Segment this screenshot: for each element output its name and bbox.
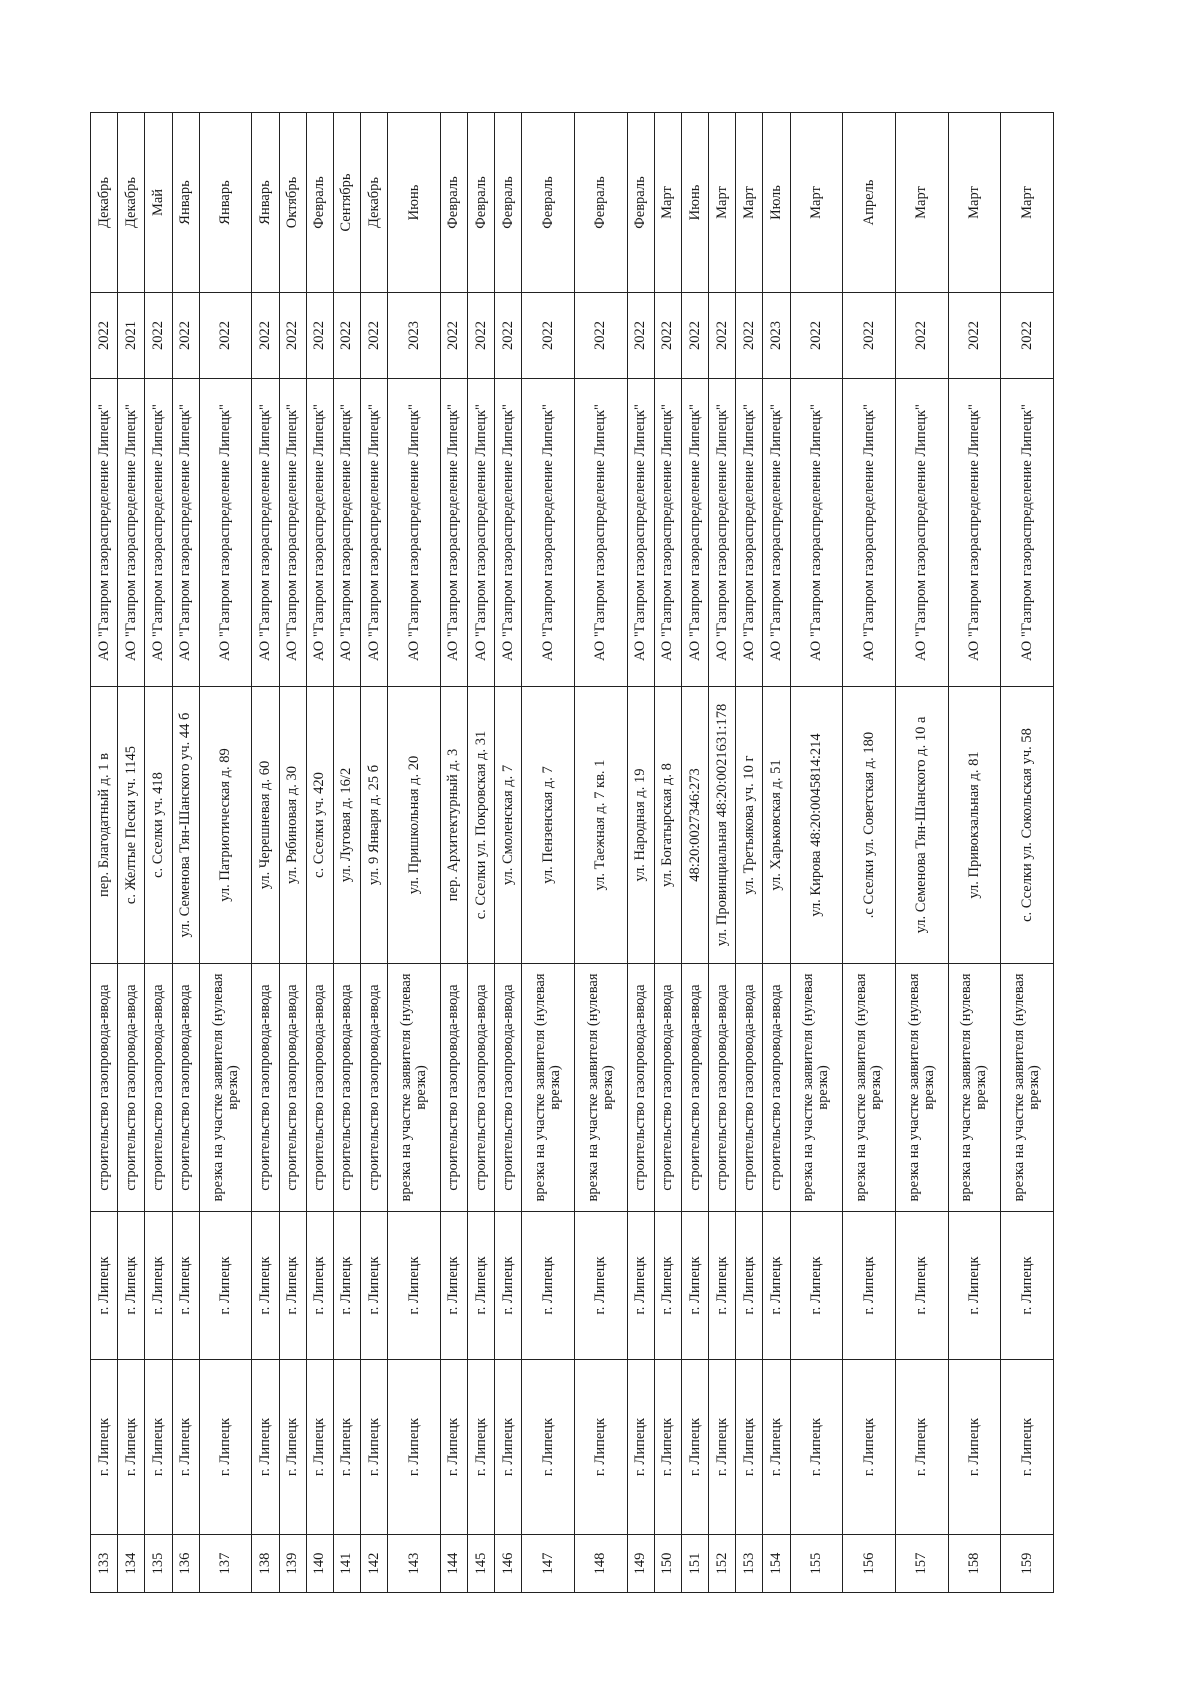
city-cell: г. Липецк — [91, 1360, 118, 1535]
month-cell: Март — [790, 113, 843, 293]
address-cell: ул. Провинциальная 48:20:0021631:178 — [709, 687, 736, 964]
table-row — [790, 113, 843, 1593]
work-type-cell: врезка на участке заявителя (нулевая врезка) — [948, 964, 1001, 1212]
locality-cell: г. Липецк — [252, 1212, 279, 1360]
locality-cell: г. Липецк — [118, 1212, 145, 1360]
city-cell: г. Липецк — [388, 1360, 441, 1535]
city-cell: г. Липецк — [895, 1360, 948, 1535]
year-cell: 2022 — [333, 293, 360, 379]
locality-cell: г. Липецк — [361, 1212, 388, 1360]
city-cell: г. Липецк — [736, 1360, 763, 1535]
city-cell: г. Липецк — [252, 1360, 279, 1535]
address-cell: ул. Таежная д. 7 кв. 1 — [574, 687, 627, 964]
month-cell: Февраль — [574, 113, 627, 293]
organization-cell: АО "Газпром газораспределение Липецк" — [306, 379, 333, 687]
address-cell: пер. Архитектурный д. 3 — [440, 687, 467, 964]
row-number: 133 — [91, 1535, 118, 1593]
table-row — [252, 113, 279, 1593]
table-row — [279, 113, 306, 1593]
year-cell: 2022 — [468, 293, 495, 379]
table-row — [440, 113, 467, 1593]
work-type-cell: строительство газопровода-ввода — [763, 964, 790, 1212]
table-row — [495, 113, 522, 1593]
city-cell: г. Липецк — [763, 1360, 790, 1535]
row-number: 143 — [388, 1535, 441, 1593]
city-cell: г. Липецк — [361, 1360, 388, 1535]
row-number: 140 — [306, 1535, 333, 1593]
month-cell: Январь — [172, 113, 199, 293]
year-cell: 2022 — [199, 293, 252, 379]
year-cell: 2022 — [361, 293, 388, 379]
locality-cell: г. Липецк — [306, 1212, 333, 1360]
month-cell: Сентябрь — [333, 113, 360, 293]
work-type-cell: врезка на участке заявителя (нулевая врезка) — [388, 964, 441, 1212]
table-row — [361, 113, 388, 1593]
locality-cell: г. Липецк — [843, 1212, 896, 1360]
work-type-cell: врезка на участке заявителя (нулевая врезка) — [895, 964, 948, 1212]
table-row — [468, 113, 495, 1593]
locality-cell: г. Липецк — [763, 1212, 790, 1360]
organization-cell: АО "Газпром газораспределение Липецк" — [709, 379, 736, 687]
organization-cell: АО "Газпром газораспределение Липецк" — [895, 379, 948, 687]
table-row — [654, 113, 681, 1593]
month-cell: Январь — [252, 113, 279, 293]
work-type-cell: врезка на участке заявителя (нулевая врезка) — [1001, 964, 1054, 1212]
locality-cell: г. Липецк — [790, 1212, 843, 1360]
work-type-cell: врезка на участке заявителя (нулевая врезка) — [199, 964, 252, 1212]
year-cell: 2022 — [1001, 293, 1054, 379]
row-number: 155 — [790, 1535, 843, 1593]
year-cell: 2022 — [627, 293, 654, 379]
year-cell: 2023 — [388, 293, 441, 379]
year-cell: 2022 — [522, 293, 575, 379]
city-cell: г. Липецк — [681, 1360, 708, 1535]
row-number: 147 — [522, 1535, 575, 1593]
locality-cell: г. Липецк — [91, 1212, 118, 1360]
work-type-cell: строительство газопровода-ввода — [118, 964, 145, 1212]
work-type-cell: врезка на участке заявителя (нулевая врезка) — [843, 964, 896, 1212]
locality-cell: г. Липецк — [948, 1212, 1001, 1360]
city-cell: г. Липецк — [654, 1360, 681, 1535]
year-cell: 2023 — [763, 293, 790, 379]
city-cell: г. Липецк — [948, 1360, 1001, 1535]
city-cell: г. Липецк — [118, 1360, 145, 1535]
locality-cell: г. Липецк — [279, 1212, 306, 1360]
table-row — [948, 113, 1001, 1593]
organization-cell: АО "Газпром газораспределение Липецк" — [522, 379, 575, 687]
work-type-cell: строительство газопровода-ввода — [495, 964, 522, 1212]
locality-cell: г. Липецк — [709, 1212, 736, 1360]
organization-cell: АО "Газпром газораспределение Липецк" — [736, 379, 763, 687]
month-cell: Декабрь — [91, 113, 118, 293]
year-cell: 2022 — [252, 293, 279, 379]
row-number: 141 — [333, 1535, 360, 1593]
organization-cell: АО "Газпром газораспределение Липецк" — [145, 379, 172, 687]
work-type-cell: строительство газопровода-ввода — [440, 964, 467, 1212]
address-cell: .с Сселки ул. Советская д. 180 — [843, 687, 896, 964]
work-type-cell: строительство газопровода-ввода — [709, 964, 736, 1212]
locality-cell: г. Липецк — [468, 1212, 495, 1360]
locality-cell: г. Липецк — [736, 1212, 763, 1360]
locality-cell: г. Липецк — [627, 1212, 654, 1360]
row-number: 142 — [361, 1535, 388, 1593]
address-cell: ул. Пришкольная д. 20 — [388, 687, 441, 964]
year-cell: 2022 — [440, 293, 467, 379]
locality-cell: г. Липецк — [199, 1212, 252, 1360]
table-row — [306, 113, 333, 1593]
organization-cell: АО "Газпром газораспределение Липецк" — [388, 379, 441, 687]
address-cell: ул. Народная д. 19 — [627, 687, 654, 964]
city-cell: г. Липецк — [333, 1360, 360, 1535]
locality-cell: г. Липецк — [495, 1212, 522, 1360]
work-type-cell: строительство газопровода-ввода — [279, 964, 306, 1212]
table-row — [388, 113, 441, 1593]
month-cell: Декабрь — [361, 113, 388, 293]
city-cell: г. Липецк — [172, 1360, 199, 1535]
month-cell: Октябрь — [279, 113, 306, 293]
year-cell: 2022 — [495, 293, 522, 379]
city-cell: г. Липецк — [627, 1360, 654, 1535]
locality-cell: г. Липецк — [333, 1212, 360, 1360]
organization-cell: АО "Газпром газораспределение Липецк" — [333, 379, 360, 687]
month-cell: Июнь — [388, 113, 441, 293]
organization-cell: АО "Газпром газораспределение Липецк" — [495, 379, 522, 687]
address-cell: ул. Семенова Тян-Шанского д. 10 а — [895, 687, 948, 964]
row-number: 146 — [495, 1535, 522, 1593]
address-cell: ул. Богатырская д. 8 — [654, 687, 681, 964]
organization-cell: АО "Газпром газораспределение Липецк" — [279, 379, 306, 687]
table-row — [843, 113, 896, 1593]
city-cell: г. Липецк — [199, 1360, 252, 1535]
locality-cell: г. Липецк — [654, 1212, 681, 1360]
year-cell: 2022 — [948, 293, 1001, 379]
year-cell: 2022 — [654, 293, 681, 379]
row-number: 139 — [279, 1535, 306, 1593]
locality-cell: г. Липецк — [388, 1212, 441, 1360]
address-cell: ул. Семенова Тян-Шанского уч. 44 б — [172, 687, 199, 964]
month-cell: Май — [145, 113, 172, 293]
row-number: 156 — [843, 1535, 896, 1593]
organization-cell: АО "Газпром газораспределение Липецк" — [118, 379, 145, 687]
table-body — [91, 113, 1054, 1593]
month-cell: Февраль — [522, 113, 575, 293]
address-cell: ул. Смоленская д. 7 — [495, 687, 522, 964]
row-number: 159 — [1001, 1535, 1054, 1593]
rotated-table-frame — [90, 113, 1054, 1593]
locality-cell: г. Липецк — [172, 1212, 199, 1360]
organization-cell: АО "Газпром газораспределение Липецк" — [172, 379, 199, 687]
address-cell: с. Желтые Пески уч. 1145 — [118, 687, 145, 964]
organization-cell: АО "Газпром газораспределение Липецк" — [763, 379, 790, 687]
city-cell: г. Липецк — [145, 1360, 172, 1535]
city-cell: г. Липецк — [468, 1360, 495, 1535]
month-cell: Февраль — [440, 113, 467, 293]
organization-cell: АО "Газпром газораспределение Липецк" — [948, 379, 1001, 687]
year-cell: 2022 — [279, 293, 306, 379]
row-number: 151 — [681, 1535, 708, 1593]
month-cell: Март — [736, 113, 763, 293]
work-type-cell: строительство газопровода-ввода — [333, 964, 360, 1212]
address-cell: с. Сселки ул. Сокольская уч. 58 — [1001, 687, 1054, 964]
table-row — [118, 113, 145, 1593]
work-type-cell: строительство газопровода-ввода — [306, 964, 333, 1212]
year-cell: 2022 — [145, 293, 172, 379]
city-cell: г. Липецк — [709, 1360, 736, 1535]
month-cell: Февраль — [627, 113, 654, 293]
table-row — [91, 113, 118, 1593]
year-cell: 2022 — [172, 293, 199, 379]
work-type-cell: строительство газопровода-ввода — [172, 964, 199, 1212]
month-cell: Июль — [763, 113, 790, 293]
row-number: 145 — [468, 1535, 495, 1593]
row-number: 144 — [440, 1535, 467, 1593]
city-cell: г. Липецк — [522, 1360, 575, 1535]
address-cell: пер. Благодатный д. 1 в — [91, 687, 118, 964]
table-row — [1001, 113, 1054, 1593]
year-cell: 2022 — [306, 293, 333, 379]
work-type-cell: врезка на участке заявителя (нулевая врезка) — [574, 964, 627, 1212]
city-cell: г. Липецк — [306, 1360, 333, 1535]
locality-cell: г. Липецк — [895, 1212, 948, 1360]
row-number: 136 — [172, 1535, 199, 1593]
year-cell: 2022 — [709, 293, 736, 379]
month-cell: Июнь — [681, 113, 708, 293]
locality-cell: г. Липецк — [1001, 1212, 1054, 1360]
year-cell: 2021 — [118, 293, 145, 379]
year-cell: 2022 — [736, 293, 763, 379]
month-cell: Март — [895, 113, 948, 293]
row-number: 138 — [252, 1535, 279, 1593]
address-cell: с. Сселки ул. Покровская д. 31 — [468, 687, 495, 964]
table-row — [736, 113, 763, 1593]
organization-cell: АО "Газпром газораспределение Липецк" — [681, 379, 708, 687]
organization-cell: АО "Газпром газораспределение Липецк" — [468, 379, 495, 687]
row-number: 134 — [118, 1535, 145, 1593]
row-number: 158 — [948, 1535, 1001, 1593]
organization-cell: АО "Газпром газораспределение Липецк" — [361, 379, 388, 687]
address-cell: ул. Пензенская д. 7 — [522, 687, 575, 964]
work-type-cell: строительство газопровода-ввода — [91, 964, 118, 1212]
year-cell: 2022 — [895, 293, 948, 379]
month-cell: Январь — [199, 113, 252, 293]
month-cell: Февраль — [495, 113, 522, 293]
locality-cell: г. Липецк — [440, 1212, 467, 1360]
row-number: 153 — [736, 1535, 763, 1593]
row-number: 152 — [709, 1535, 736, 1593]
address-cell: 48:20:0027346:273 — [681, 687, 708, 964]
city-cell: г. Липецк — [440, 1360, 467, 1535]
table-row — [681, 113, 708, 1593]
organization-cell: АО "Газпром газораспределение Липецк" — [790, 379, 843, 687]
organization-cell: АО "Газпром газораспределение Липецк" — [654, 379, 681, 687]
year-cell: 2022 — [574, 293, 627, 379]
address-cell: ул. Кирова 48:20:0045814:214 — [790, 687, 843, 964]
work-type-cell: строительство газопровода-ввода — [736, 964, 763, 1212]
organization-cell: АО "Газпром газораспределение Липецк" — [199, 379, 252, 687]
organization-cell: АО "Газпром газораспределение Липецк" — [91, 379, 118, 687]
city-cell: г. Липецк — [279, 1360, 306, 1535]
month-cell: Март — [948, 113, 1001, 293]
address-cell: ул. Рябиновая д. 30 — [279, 687, 306, 964]
month-cell: Февраль — [306, 113, 333, 293]
row-number: 157 — [895, 1535, 948, 1593]
city-cell: г. Липецк — [495, 1360, 522, 1535]
work-type-cell: строительство газопровода-ввода — [145, 964, 172, 1212]
month-cell: Март — [654, 113, 681, 293]
address-cell: ул. Патриотическая д. 89 — [199, 687, 252, 964]
table-row — [199, 113, 252, 1593]
year-cell: 2022 — [790, 293, 843, 379]
city-cell: г. Липецк — [1001, 1360, 1054, 1535]
table-row — [172, 113, 199, 1593]
locality-cell: г. Липецк — [681, 1212, 708, 1360]
address-cell: ул. Черешневая д. 60 — [252, 687, 279, 964]
gas-connection-register-table — [90, 112, 1054, 1593]
address-cell: с. Сселки уч. 418 — [145, 687, 172, 964]
month-cell: Декабрь — [118, 113, 145, 293]
month-cell: Февраль — [468, 113, 495, 293]
table-row — [574, 113, 627, 1593]
year-cell: 2022 — [681, 293, 708, 379]
city-cell: г. Липецк — [790, 1360, 843, 1535]
organization-cell: АО "Газпром газораспределение Липецк" — [843, 379, 896, 687]
row-number: 137 — [199, 1535, 252, 1593]
month-cell: Апрель — [843, 113, 896, 293]
work-type-cell: врезка на участке заявителя (нулевая врезка) — [790, 964, 843, 1212]
row-number: 148 — [574, 1535, 627, 1593]
address-cell: ул. Привокзальная д. 81 — [948, 687, 1001, 964]
work-type-cell: строительство газопровода-ввода — [252, 964, 279, 1212]
work-type-cell: строительство газопровода-ввода — [627, 964, 654, 1212]
organization-cell: АО "Газпром газораспределение Липецк" — [440, 379, 467, 687]
city-cell: г. Липецк — [843, 1360, 896, 1535]
organization-cell: АО "Газпром газораспределение Липецк" — [252, 379, 279, 687]
month-cell: Март — [1001, 113, 1054, 293]
address-cell: ул. Третьякова уч. 10 г — [736, 687, 763, 964]
table-row — [709, 113, 736, 1593]
work-type-cell: строительство газопровода-ввода — [361, 964, 388, 1212]
work-type-cell: строительство газопровода-ввода — [654, 964, 681, 1212]
table-row — [522, 113, 575, 1593]
address-cell: ул. Луговая д. 16/2 — [333, 687, 360, 964]
table-row — [895, 113, 948, 1593]
work-type-cell: строительство газопровода-ввода — [681, 964, 708, 1212]
row-number: 154 — [763, 1535, 790, 1593]
year-cell: 2022 — [843, 293, 896, 379]
table-row — [145, 113, 172, 1593]
address-cell: с. Сселки уч. 420 — [306, 687, 333, 964]
table-row — [333, 113, 360, 1593]
organization-cell: АО "Газпром газораспределение Липецк" — [1001, 379, 1054, 687]
row-number: 135 — [145, 1535, 172, 1593]
year-cell: 2022 — [91, 293, 118, 379]
locality-cell: г. Липецк — [574, 1212, 627, 1360]
locality-cell: г. Липецк — [522, 1212, 575, 1360]
row-number: 149 — [627, 1535, 654, 1593]
address-cell: ул. 9 Января д. 25 б — [361, 687, 388, 964]
locality-cell: г. Липецк — [145, 1212, 172, 1360]
work-type-cell: строительство газопровода-ввода — [468, 964, 495, 1212]
city-cell: г. Липецк — [574, 1360, 627, 1535]
work-type-cell: врезка на участке заявителя (нулевая врезка) — [522, 964, 575, 1212]
organization-cell: АО "Газпром газораспределение Липецк" — [627, 379, 654, 687]
table-row — [763, 113, 790, 1593]
organization-cell: АО "Газпром газораспределение Липецк" — [574, 379, 627, 687]
address-cell: ул. Харьковская д. 51 — [763, 687, 790, 964]
table-row — [627, 113, 654, 1593]
month-cell: Март — [709, 113, 736, 293]
row-number: 150 — [654, 1535, 681, 1593]
